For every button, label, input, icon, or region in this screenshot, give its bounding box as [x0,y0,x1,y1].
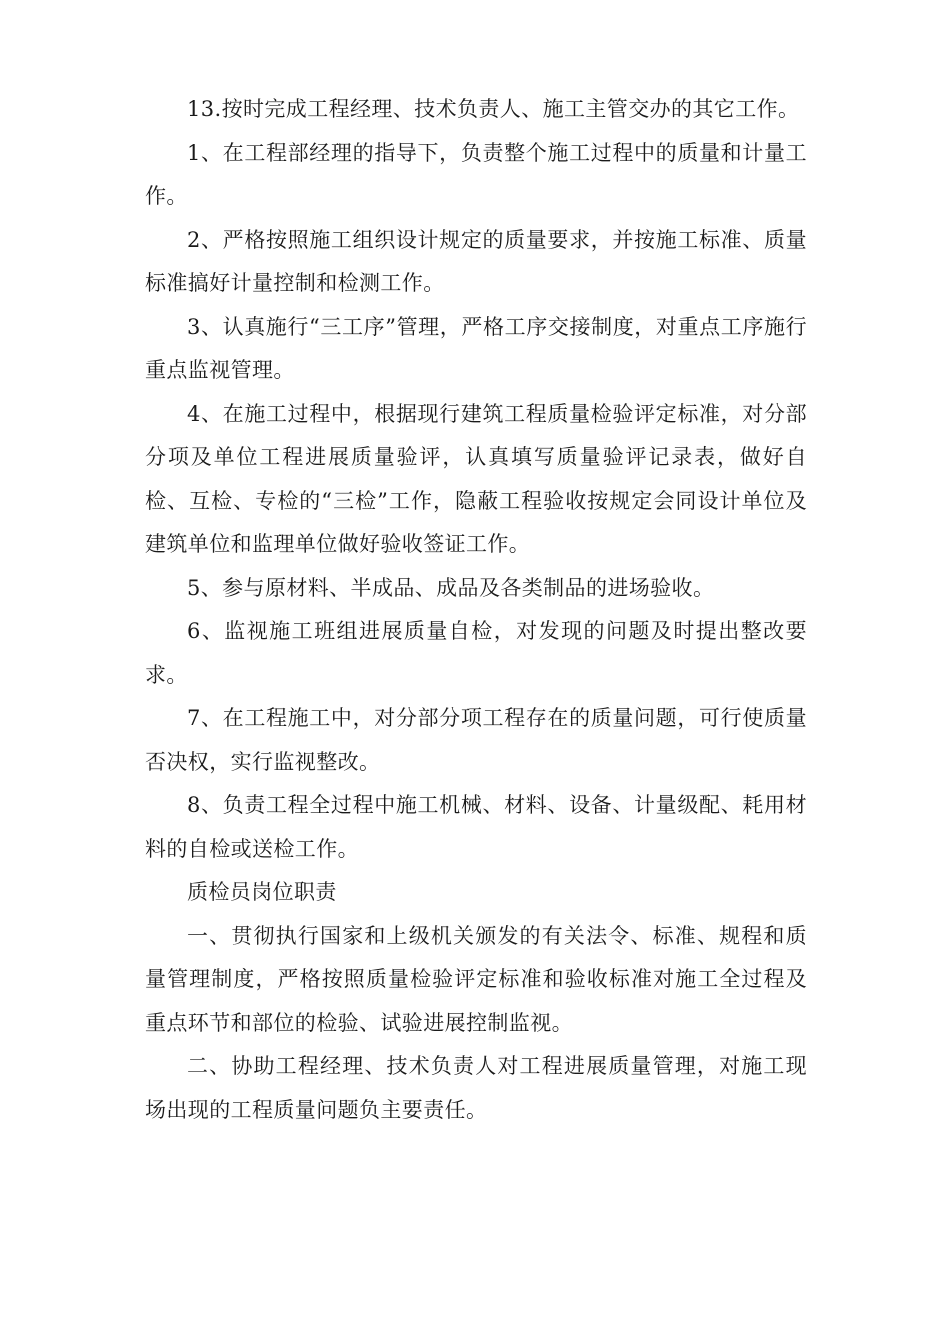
section-heading: 质检员岗位职责 [187,880,337,904]
paragraph: 一、贯彻执行国家和上级机关颁发的有关法令、标准、规程和质量管理制度，严格按照质量检验评定标准和验收标准对施工全过程及重点环节和部位的检验、试验进展控制监视。 [145,923,807,1035]
paragraph: 7、在工程施工中，对分部分项工程存在的质量问题，可行使质量否决权，实行监视整改。 [145,706,807,774]
paragraph: 3、认真施行“三工序”管理，严格工序交接制度，对重点工序施行重点监视管理。 [145,314,807,382]
paragraph: 6、监视施工班组进展质量自检，对发现的问题及时提出整改要求。 [145,619,807,687]
paragraph: 8、负责工程全过程中施工机械、材料、设备、计量级配、耗用材料的自检或送检工作。 [145,793,807,861]
paragraph: 二、协助工程经理、技术负责人对工程进展质量管理，对施工现场出现的工程质量问题负主要责任。 [145,1054,807,1122]
document-body [145,88,807,1132]
paragraph: 1、在工程部经理的指导下，负责整个施工过程中的质量和计量工作。 [145,140,807,208]
paragraph: 2、严格按照施工组织设计规定的质量要求，并按施工标准、质量标准搞好计量控制和检测工作。 [145,227,807,295]
paragraph: 4、在施工过程中，根据现行建筑工程质量检验评定标准，对分部分项及单位工程进展质量验评，认真填写质量验评记录表，做好自检、互检、专检的“三检”工作，隐蔽工程验收按规定会同设计单位及建筑单位和监理单位做好验收签证工作。 [145,401,807,556]
paragraph: 5、参与原材料、半成品、成品及各类制品的进场验收。 [187,575,715,600]
paragraph: 13.按时完成工程经理、技术负责人、施工主管交办的其它工作。 [187,97,800,121]
